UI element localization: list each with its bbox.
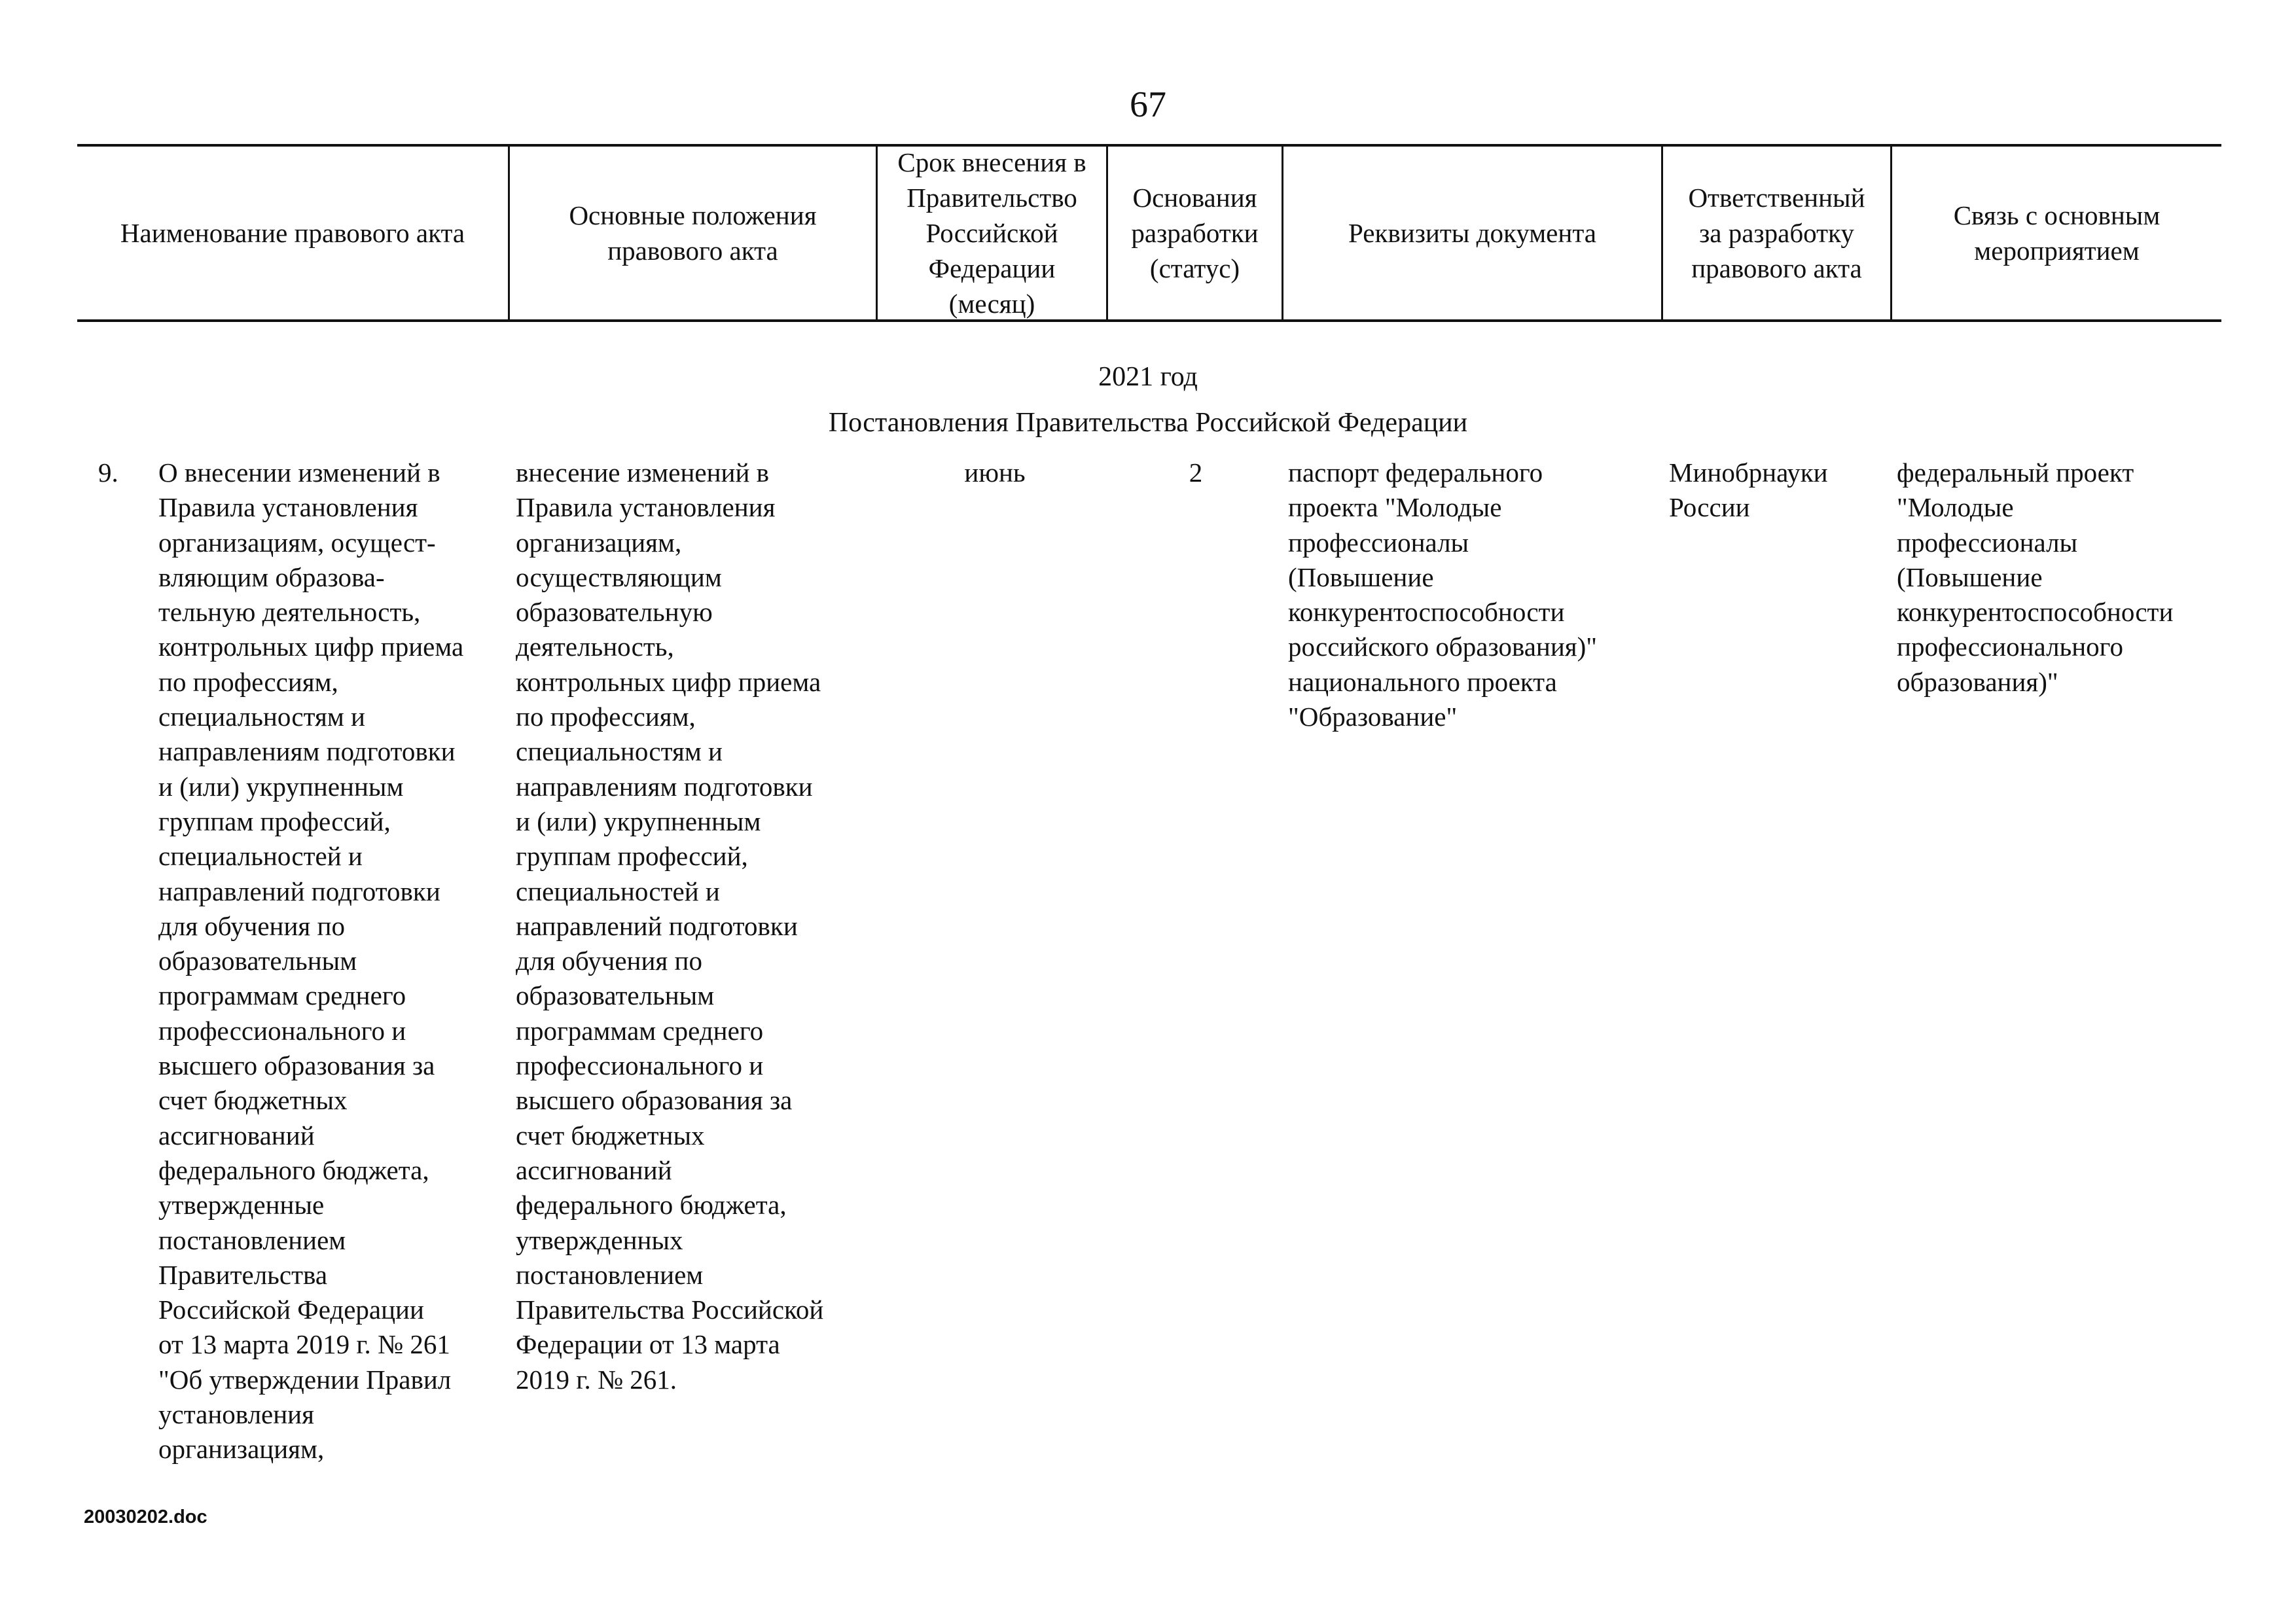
page-number: 67 bbox=[1130, 84, 1166, 125]
header-col-requisites: Реквизиты документа bbox=[1348, 218, 1596, 248]
row-provisions: внесение изменений в Правила установления организациям, осуществляющим образовательную деятельность, контрольных цифр приема по профессиям, специальностям и направлениям подготовки и (или) укрупненным группам профессий, специальностей и направлений подготовки для обучения по образовательным программам среднего профессионального и высшего образования за счет бюджетных ассигнований федерального бюджета, утвержденных постановлением Правительства Российской Федерации от 13 марта 2019 г. № 261. bbox=[516, 457, 824, 1395]
row-act-name: О внесении изменений в Правила установления организациям, осущест- вляющим образова- тельную деятельность, контрольных цифр приема по профессиям, специальностям и направлениям подготовки и (или) укрупненным группам профессий, специальностей и направлений подготовки для обучения по образовательным программам среднего профессионального и высшего образования за счет бюджетных ассигнований федерального бюджета, утвержденные постановлением Правительства Российской Федерации от 13 марта 2019 г. № 261 "Об утверждении Правил установления организациям, bbox=[158, 457, 464, 1465]
row-number: 9. bbox=[98, 457, 118, 488]
section-type: Постановления Правительства Российской Федерации bbox=[828, 408, 1468, 438]
row-main-activity-link: федеральный проект "Молодые профессионалы (Повышение конкурентоспособности профессионального образования)" bbox=[1897, 457, 2174, 697]
section-year: 2021 год bbox=[1098, 362, 1198, 392]
header-col-basis: Основания разработки (статус) bbox=[1131, 183, 1259, 283]
header-col-responsible: Ответственный за разработку правового акта bbox=[1688, 183, 1865, 283]
row-basis-status: 2 bbox=[1189, 457, 1203, 488]
footer-file-name: 20030202.doc bbox=[84, 1507, 207, 1527]
header-col-provisions: Основные положения правового акта bbox=[569, 200, 817, 266]
row-requisites: паспорт федерального проекта "Молодые профессионалы (Повышение конкурентоспособности российского образования)" национального проекта "Образование" bbox=[1288, 457, 1598, 732]
header-col-link: Связь с основным мероприятием bbox=[1953, 200, 2161, 266]
header-col-deadline: Срок внесения в Правительство Российской Федерации (месяц) bbox=[897, 147, 1086, 319]
header-col-name: Наименование правового акта bbox=[120, 218, 465, 248]
row-deadline-month: июнь bbox=[964, 457, 1026, 488]
row-responsible: Минобрнауки России bbox=[1669, 457, 1828, 523]
header-bottom-rule bbox=[77, 319, 2221, 322]
